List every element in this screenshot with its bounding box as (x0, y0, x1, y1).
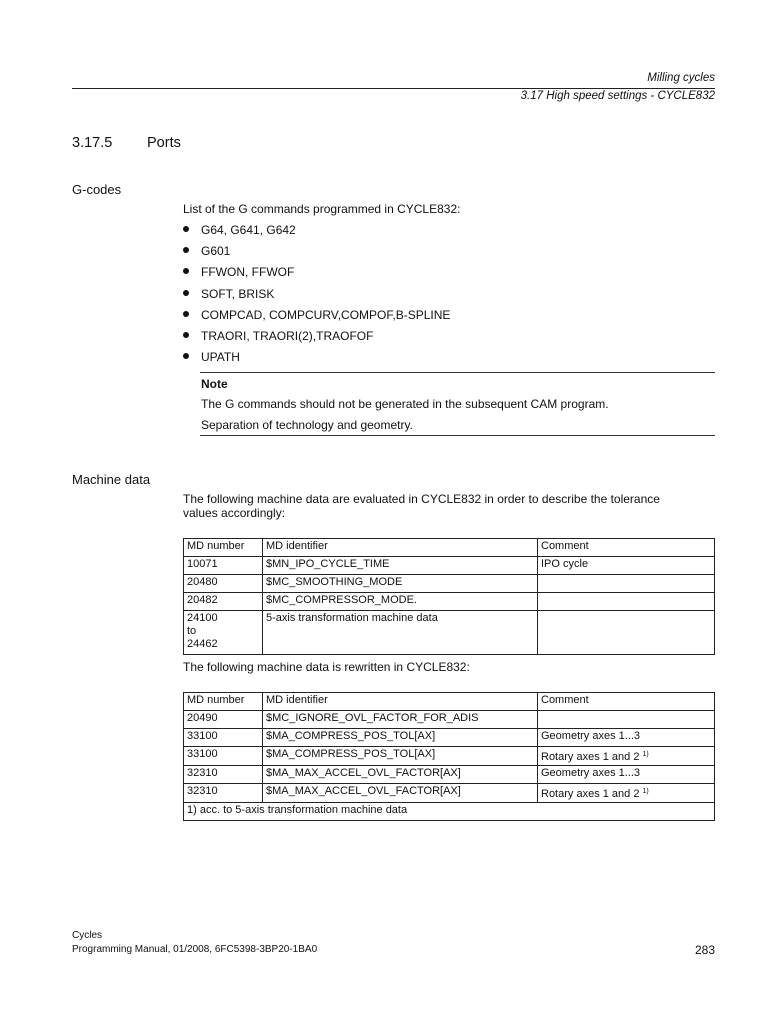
footnote-marker: 1) (642, 751, 649, 758)
bullet-icon (183, 332, 189, 338)
table-row: 33100 $MA_COMPRESS_POS_TOL[AX] Rotary axes 1 and 2 $^{1)}$ (184, 747, 715, 766)
table-row: 32310 $MA_MAX_ACCEL_OVL_FACTOR[AX] Rotary axes 1 and 2 $^{1)}$ (184, 784, 715, 803)
evaluated-machine-data-table (183, 538, 715, 655)
list-item: G601 (183, 244, 450, 265)
machine-data-heading: Machine data (72, 472, 151, 487)
list-item: G64, G641, G642 (183, 223, 450, 244)
table-header-row (184, 539, 715, 557)
running-header-chapter: Milling cycles (647, 72, 715, 84)
note-title: Note (201, 377, 228, 391)
table-row: 32310 $MA_MAX_ACCEL_OVL_FACTOR[AX] Geometry axes 1...3 (184, 766, 715, 784)
col-header-comment: Comment (538, 693, 715, 711)
note-line-1: The G commands should not be generated in the subsequent CAM program. (201, 397, 609, 411)
table-footnote-row (184, 803, 715, 821)
list-item: SOFT, BRISK (183, 287, 450, 308)
table-row: 24100 to 24462 5-axis transformation machine data (184, 611, 715, 655)
gcodes-heading: G-codes (72, 182, 122, 197)
footnote-marker: 1) (642, 788, 649, 795)
rewritten-machine-data-table (183, 692, 715, 821)
table-footnote: 1) acc. to 5-axis transformation machine data (184, 803, 715, 821)
rewritten-intro: The following machine data is rewritten in CYCLE832: (183, 660, 470, 674)
bullet-icon (183, 311, 189, 317)
col-header-md-identifier: MD identifier (263, 693, 538, 711)
table-header-row (184, 693, 715, 711)
note-line-2: Separation of technology and geometry. (201, 418, 413, 432)
bullet-icon (183, 247, 189, 253)
gcodes-list (183, 223, 450, 371)
list-item: UPATH (183, 350, 450, 371)
table-row: 10071 $MN_IPO_CYCLE_TIME IPO cycle (184, 557, 715, 575)
footer-title: Cycles (72, 930, 103, 941)
header-rule (72, 88, 715, 89)
list-item: FFWON, FFWOF (183, 265, 450, 286)
footer-manual-info: Programming Manual, 01/2008, 6FC5398-3BP20-1BA0 (72, 944, 318, 955)
gcodes-intro: List of the G commands programmed in CYCLE832: (183, 202, 461, 216)
running-header-section: 3.17 High speed settings - CYCLE832 (520, 90, 715, 102)
bullet-icon (183, 268, 189, 274)
bullet-icon (183, 290, 189, 296)
page-number: 283 (694, 943, 715, 957)
col-header-md-identifier: MD identifier (263, 539, 538, 557)
col-header-md-number: MD number (184, 693, 263, 711)
note-top-rule (200, 372, 715, 373)
table-row: 20482 $MC_COMPRESSOR_MODE. (184, 593, 715, 611)
table-row: 20490 $MC_IGNORE_OVL_FACTOR_FOR_ADIS (184, 711, 715, 729)
list-item: TRAORI, TRAORI(2),TRAOFOF (183, 329, 450, 350)
col-header-md-number: MD number (184, 539, 263, 557)
machine-data-intro-1: The following machine data are evaluated in CYCLE832 in order to describe the tolerance (183, 492, 660, 506)
bullet-icon (183, 226, 189, 232)
note-bottom-rule (200, 435, 715, 436)
table-row: 33100 $MA_COMPRESS_POS_TOL[AX] Geometry axes 1...3 (184, 729, 715, 747)
section-title: Ports (147, 135, 181, 151)
bullet-icon (183, 353, 189, 359)
section-number: 3.17.5 (72, 135, 113, 151)
list-item: COMPCAD, COMPCURV,COMPOF,B-SPLINE (183, 308, 450, 329)
col-header-comment: Comment (538, 539, 715, 557)
machine-data-intro-2: values accordingly: (183, 506, 286, 520)
table-row: 20480 $MC_SMOOTHING_MODE (184, 575, 715, 593)
